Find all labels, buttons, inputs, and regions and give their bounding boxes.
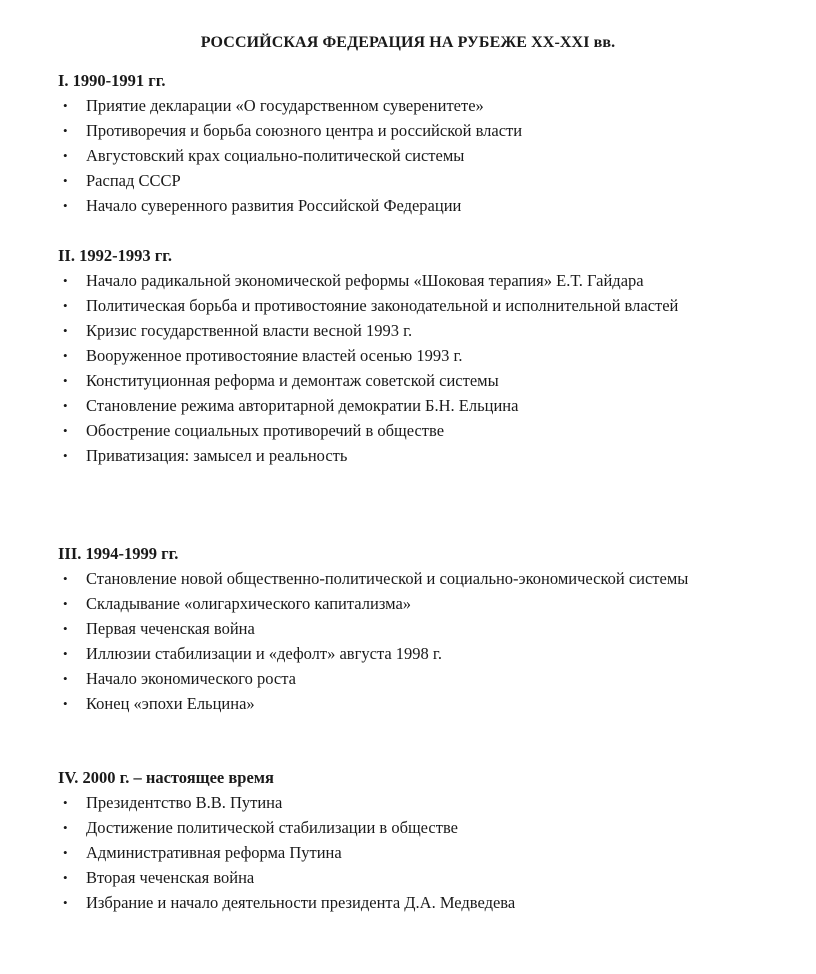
bullet-icon: • [63, 298, 68, 313]
section-list [58, 790, 778, 915]
bullet-icon: • [63, 173, 68, 188]
list-item [58, 368, 778, 393]
bullet-icon: • [63, 198, 68, 213]
list-item-text: Августовский крах социально-политической системы [86, 146, 465, 165]
document-title: РОССИЙСКАЯ ФЕДЕРАЦИЯ НА РУБЕЖЕ XX-XXI вв. [200, 34, 616, 51]
list-item [58, 293, 778, 318]
list-item [58, 616, 778, 641]
list-item [58, 443, 778, 468]
bullet-icon: • [63, 123, 68, 138]
list-item-text: Первая чеченская война [86, 619, 255, 638]
list-item-text: Иллюзии стабилизации и «дефолт» августа 1998 г. [86, 644, 442, 663]
section-1992-1993 [58, 243, 778, 468]
list-item [58, 93, 778, 118]
bullet-icon: • [63, 423, 68, 438]
section-heading: II. 1992-1993 гг. [58, 246, 172, 265]
list-item [58, 815, 778, 840]
list-item-text: Избрание и начало деятельности президента Д.А. Медведева [86, 893, 516, 912]
list-item [58, 418, 778, 443]
list-item [58, 393, 778, 418]
list-item [58, 193, 778, 218]
bullet-icon: • [63, 845, 68, 860]
list-item [58, 865, 778, 890]
bullet-icon: • [63, 98, 68, 113]
section-1990-1991 [58, 68, 778, 218]
list-item [58, 318, 778, 343]
list-item [58, 268, 778, 293]
bullet-icon: • [63, 820, 68, 835]
list-item-text: Кризис государственной власти весной 1993 г. [86, 321, 413, 340]
bullet-icon: • [63, 571, 68, 586]
section-list [58, 93, 778, 218]
section-2000-present [58, 765, 778, 915]
list-item [58, 343, 778, 368]
section-list [58, 566, 778, 716]
bullet-icon: • [63, 448, 68, 463]
list-item-text: Вторая чеченская война [86, 868, 255, 887]
list-item [58, 840, 778, 865]
section-1994-1999 [58, 541, 778, 716]
bullet-icon: • [63, 696, 68, 711]
list-item-text: Противоречия и борьба союзного центра и российской власти [86, 121, 523, 140]
section-heading: III. 1994-1999 гг. [58, 544, 179, 563]
bullet-icon: • [63, 596, 68, 611]
section-heading: IV. 2000 г. – настоящее время [58, 768, 274, 787]
list-item [58, 168, 778, 193]
bullet-icon: • [63, 398, 68, 413]
list-item [58, 143, 778, 168]
list-item-text: Политическая борьба и противостояние законодательной и исполнительной властей [86, 296, 679, 315]
bullet-icon: • [63, 621, 68, 636]
bullet-icon: • [63, 373, 68, 388]
list-item-text: Конституционная реформа и демонтаж советской системы [86, 371, 499, 390]
list-item-text: Складывание «олигархического капитализма» [86, 594, 412, 613]
section-heading: I. 1990-1991 гг. [58, 71, 166, 90]
bullet-icon: • [63, 646, 68, 661]
list-item-text: Начало суверенного развития Российской Федерации [86, 196, 462, 215]
list-item [58, 591, 778, 616]
list-item-text: Распад СССР [86, 171, 181, 190]
bullet-icon: • [63, 870, 68, 885]
bullet-icon: • [63, 148, 68, 163]
list-item [58, 790, 778, 815]
list-item-text: Обострение социальных противоречий в обществе [86, 421, 445, 440]
bullet-icon: • [63, 671, 68, 686]
list-item [58, 118, 778, 143]
list-item-text: Вооруженное противостояние властей осенью 1993 г. [86, 346, 463, 365]
list-item-text: Достижение политической стабилизации в обществе [86, 818, 458, 837]
list-item [58, 641, 778, 666]
list-item-text: Приватизация: замысел и реальность [86, 446, 348, 465]
list-item [58, 566, 778, 591]
list-item-text: Становление режима авторитарной демократии Б.Н. Ельцина [86, 396, 519, 415]
bullet-icon: • [63, 895, 68, 910]
list-item [58, 691, 778, 716]
list-item-text: Начало радикальной экономической реформы «Шоковая терапия» Е.Т. Гайдара [86, 271, 644, 290]
list-item-text: Президентство В.В. Путина [86, 793, 283, 812]
list-item [58, 890, 778, 915]
bullet-icon: • [63, 795, 68, 810]
bullet-icon: • [63, 323, 68, 338]
list-item-text: Становление новой общественно-политической и социально-экономической системы [86, 569, 689, 588]
bullet-icon: • [63, 273, 68, 288]
section-list [58, 268, 778, 468]
list-item-text: Административная реформа Путина [86, 843, 342, 862]
list-item-text: Конец «эпохи Ельцина» [86, 694, 255, 713]
list-item-text: Начало экономического роста [86, 669, 296, 688]
bullet-icon: • [63, 348, 68, 363]
list-item [58, 666, 778, 691]
list-item-text: Приятие декларации «О государственном суверенитете» [86, 96, 484, 115]
